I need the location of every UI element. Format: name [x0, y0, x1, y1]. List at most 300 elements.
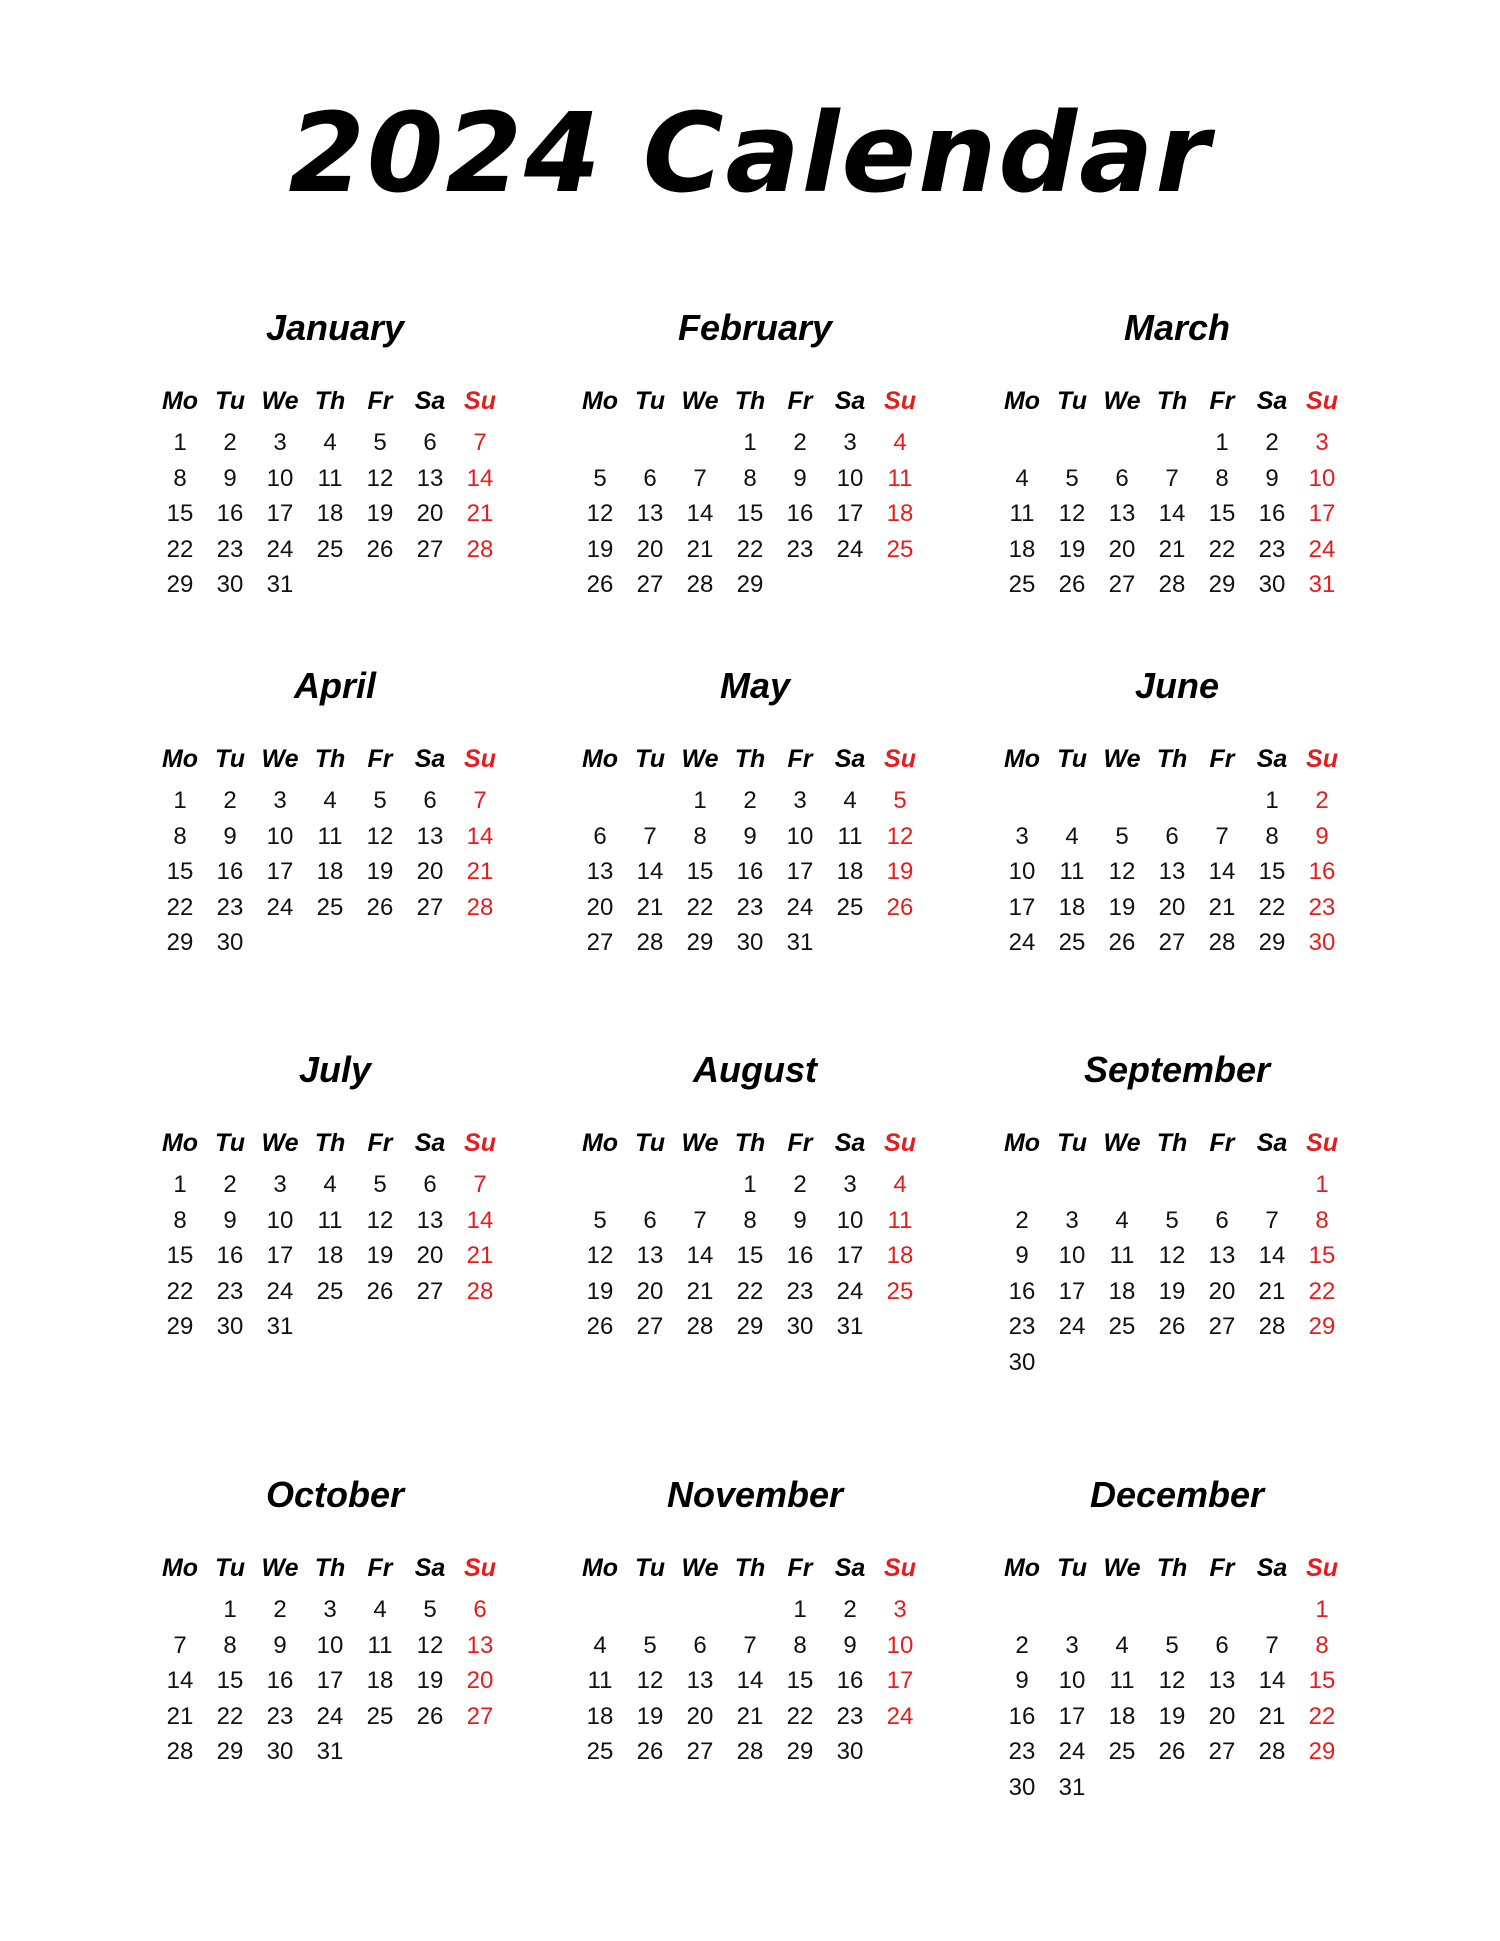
day-cell: 5: [373, 429, 387, 456]
weekday-sa: Sa: [1256, 387, 1288, 415]
weekday-sa: Sa: [414, 387, 446, 415]
day-cell: 24: [1308, 535, 1336, 563]
day-cell: 27: [1208, 1313, 1236, 1340]
day-cell: 27: [466, 1702, 494, 1730]
day-cell: 7: [473, 429, 487, 456]
day-cell: 6: [593, 822, 607, 850]
weekday-th: Th: [1156, 745, 1188, 773]
day-cell: 28: [1258, 1313, 1286, 1340]
day-cell: 27: [416, 1277, 444, 1305]
weekday-mo: Mo: [161, 1129, 199, 1157]
day-cell: 4: [1065, 822, 1079, 850]
day-cell: 28: [736, 1738, 764, 1765]
day-cell: 23: [1008, 1313, 1036, 1340]
day-cell: 27: [586, 929, 614, 956]
weekday-mo: Mo: [581, 1129, 619, 1157]
day-cell: 31: [316, 1738, 344, 1765]
day-cell: 16: [1008, 1702, 1036, 1730]
day-cell: 13: [416, 464, 444, 492]
weekday-th: Th: [314, 745, 346, 773]
day-cell: 25: [316, 1277, 344, 1305]
day-cell: 6: [1115, 464, 1129, 492]
day-cell: 19: [366, 858, 394, 885]
weekday-fr: Fr: [367, 1554, 393, 1582]
day-cell: 10: [1058, 1242, 1086, 1269]
day-cell: 23: [836, 1702, 864, 1730]
day-cell: 1: [1215, 429, 1229, 456]
weekday-fr: Fr: [367, 1129, 393, 1157]
day-cell: 3: [1065, 1206, 1079, 1234]
day-cell: 9: [1265, 464, 1279, 492]
weekday-fr: Fr: [787, 745, 813, 773]
weekday-header-row: [997, 1553, 1347, 1583]
day-cell: 8: [1265, 822, 1279, 850]
day-cell: 5: [373, 1171, 387, 1198]
day-cell: 8: [693, 822, 707, 850]
weekday-we: We: [681, 1554, 719, 1582]
day-cell: 23: [216, 893, 244, 921]
day-cell: 28: [466, 535, 494, 563]
day-cell: 9: [1315, 822, 1329, 850]
day-cell: 10: [266, 464, 294, 492]
day-cell: 21: [1258, 1702, 1286, 1730]
day-cell: 3: [323, 1596, 337, 1623]
day-cell: 11: [1109, 1242, 1135, 1269]
day-cell: 22: [166, 535, 194, 563]
day-cell: 23: [736, 893, 764, 921]
month-name: April: [293, 665, 376, 706]
month-name: February: [677, 307, 833, 348]
weekday-header-row: [997, 386, 1347, 416]
day-cell: 17: [1058, 1702, 1086, 1730]
day-cell: 5: [643, 1631, 657, 1659]
day-cell: 1: [693, 787, 707, 814]
weekday-we: We: [261, 1554, 299, 1582]
day-cell: 20: [416, 1242, 444, 1269]
day-cell: 11: [367, 1631, 393, 1659]
day-cell: 20: [416, 500, 444, 527]
day-cell: 4: [893, 1171, 907, 1198]
weekday-su: Su: [464, 1554, 496, 1582]
weekday-tu: Tu: [634, 387, 666, 415]
weekday-mo: Mo: [1003, 387, 1041, 415]
day-cell: 18: [1008, 535, 1036, 563]
day-cell: 24: [266, 1277, 294, 1305]
weekday-su: Su: [884, 1129, 916, 1157]
day-cell: 15: [166, 500, 194, 527]
weekday-mo: Mo: [161, 1554, 199, 1582]
day-cell: 16: [1258, 500, 1286, 527]
month-name: August: [693, 1049, 817, 1090]
day-cell: 9: [223, 1206, 237, 1234]
day-cell: 28: [1158, 571, 1186, 598]
day-cell: 16: [1008, 1277, 1036, 1305]
day-cell: 13: [1208, 1242, 1236, 1269]
day-cell: 15: [166, 858, 194, 885]
day-cell: 29: [736, 1313, 764, 1340]
weekday-th: Th: [734, 1554, 766, 1582]
day-cell: 13: [586, 858, 614, 885]
day-cell: 10: [1308, 464, 1336, 492]
day-cell: 31: [1058, 1773, 1086, 1801]
weekday-su: Su: [884, 745, 916, 773]
day-cell: 31: [1308, 571, 1336, 598]
day-cell: 20: [1208, 1277, 1236, 1305]
day-cell: 17: [316, 1667, 344, 1694]
day-cell: 14: [1258, 1667, 1286, 1694]
day-cell: 21: [1208, 893, 1236, 921]
day-cell: 10: [786, 822, 814, 850]
weekday-we: We: [261, 387, 299, 415]
day-cell: 25: [316, 893, 344, 921]
weekday-header-row: [997, 744, 1347, 774]
day-cell: 30: [836, 1738, 864, 1765]
day-cell: 13: [636, 1242, 664, 1269]
weekday-sa: Sa: [414, 1129, 446, 1157]
day-cell: 13: [1208, 1667, 1236, 1694]
day-cell: 6: [473, 1596, 487, 1623]
weekday-we: We: [1103, 387, 1141, 415]
weekday-mo: Mo: [1003, 1554, 1041, 1582]
day-cell: 5: [423, 1596, 437, 1623]
day-cell: 15: [1208, 500, 1236, 527]
day-cell: 23: [216, 535, 244, 563]
day-cell: 19: [886, 858, 914, 885]
day-cell: 20: [466, 1667, 494, 1694]
day-cell: 18: [316, 1242, 344, 1269]
weekday-th: Th: [734, 387, 766, 415]
day-cell: 26: [366, 535, 394, 563]
weekday-fr: Fr: [367, 387, 393, 415]
day-cell: 10: [266, 1206, 294, 1234]
weekday-fr: Fr: [787, 1554, 813, 1582]
day-cell: 7: [693, 1206, 707, 1234]
day-cell: 17: [886, 1667, 914, 1694]
day-cell: 16: [736, 858, 764, 885]
weekday-su: Su: [1306, 1554, 1338, 1582]
day-cell: 7: [173, 1631, 187, 1659]
day-cell: 20: [636, 1277, 664, 1305]
day-cell: 17: [786, 858, 814, 885]
day-cell: 10: [1008, 858, 1036, 885]
weekday-we: We: [681, 745, 719, 773]
day-cell: 9: [223, 464, 237, 492]
day-cell: 4: [893, 429, 907, 456]
day-cell: 18: [1108, 1702, 1136, 1730]
day-cell: 1: [173, 787, 187, 814]
day-cell: 21: [466, 500, 494, 527]
day-cell: 5: [1115, 822, 1129, 850]
day-cell: 11: [887, 464, 913, 492]
day-cell: 5: [373, 787, 387, 814]
weekday-sa: Sa: [414, 745, 446, 773]
day-cell: 15: [686, 858, 714, 885]
day-cell: 3: [843, 1171, 857, 1198]
day-cell: 14: [636, 858, 664, 885]
day-cell: 19: [1108, 893, 1136, 921]
day-cell: 21: [636, 893, 664, 921]
day-cell: 14: [466, 1206, 494, 1234]
day-cell: 1: [1315, 1171, 1329, 1198]
day-cell: 29: [786, 1738, 814, 1765]
day-cell: 8: [1315, 1631, 1329, 1659]
weekday-header-row: [997, 1128, 1347, 1158]
day-cell: 13: [1108, 500, 1136, 527]
day-cell: 2: [223, 787, 237, 814]
day-cell: 19: [366, 500, 394, 527]
day-cell: 8: [743, 1206, 757, 1234]
day-cell: 14: [686, 1242, 714, 1269]
weekday-we: We: [261, 1129, 299, 1157]
day-cell: 13: [686, 1667, 714, 1694]
day-cell: 9: [273, 1631, 287, 1659]
day-cell: 3: [1015, 822, 1029, 850]
day-cell: 12: [1158, 1667, 1186, 1694]
day-cell: 9: [743, 822, 757, 850]
day-cell: 22: [786, 1702, 814, 1730]
day-cell: 12: [886, 822, 914, 850]
day-cell: 21: [686, 1277, 714, 1305]
day-cell: 5: [593, 1206, 607, 1234]
page-title: 2024 Calendar: [288, 89, 1212, 217]
day-cell: 17: [1308, 500, 1336, 527]
day-cell: 19: [586, 1277, 614, 1305]
day-cell: 12: [636, 1667, 664, 1694]
day-cell: 15: [1258, 858, 1286, 885]
day-cell: 8: [743, 464, 757, 492]
day-cell: 10: [836, 464, 864, 492]
day-cell: 2: [1265, 429, 1279, 456]
day-cell: 1: [743, 429, 757, 456]
day-cell: 18: [316, 858, 344, 885]
day-cell: 6: [423, 429, 437, 456]
weekday-th: Th: [1156, 387, 1188, 415]
day-cell: 30: [786, 1313, 814, 1340]
day-cell: 6: [643, 464, 657, 492]
day-cell: 13: [416, 822, 444, 850]
day-cell: 11: [1059, 858, 1085, 885]
weekday-sa: Sa: [834, 1129, 866, 1157]
weekday-header-row: [575, 1553, 925, 1583]
day-cell: 27: [636, 1313, 664, 1340]
day-cell: 29: [736, 571, 764, 598]
day-cell: 3: [273, 429, 287, 456]
day-cell: 24: [886, 1702, 914, 1730]
day-cell: 26: [586, 1313, 614, 1340]
day-cell: 25: [886, 1277, 914, 1305]
day-cell: 19: [416, 1667, 444, 1694]
day-cell: 16: [1308, 858, 1336, 885]
day-cell: 26: [636, 1738, 664, 1765]
day-cell: 30: [736, 929, 764, 956]
day-cell: 19: [1158, 1277, 1186, 1305]
day-cell: 31: [836, 1313, 864, 1340]
weekday-tu: Tu: [634, 1554, 666, 1582]
day-cell: 23: [1258, 535, 1286, 563]
day-cell: 10: [886, 1631, 914, 1659]
day-cell: 28: [466, 1277, 494, 1305]
day-cell: 30: [216, 571, 244, 598]
day-cell: 5: [1065, 464, 1079, 492]
weekday-su: Su: [1306, 1129, 1338, 1157]
day-cell: 13: [636, 500, 664, 527]
day-cell: 13: [1158, 858, 1186, 885]
weekday-th: Th: [314, 1129, 346, 1157]
day-cell: 25: [366, 1702, 394, 1730]
day-cell: 27: [1208, 1738, 1236, 1765]
day-cell: 1: [173, 429, 187, 456]
day-cell: 2: [843, 1596, 857, 1623]
day-cell: 19: [1158, 1702, 1186, 1730]
weekday-mo: Mo: [581, 387, 619, 415]
day-cell: 22: [1308, 1277, 1336, 1305]
day-cell: 1: [223, 1596, 237, 1623]
day-cell: 12: [1108, 858, 1136, 885]
weekday-header-row: [155, 386, 505, 416]
day-cell: 29: [166, 571, 194, 598]
weekday-su: Su: [884, 1554, 916, 1582]
weekday-we: We: [261, 745, 299, 773]
weekday-mo: Mo: [161, 745, 199, 773]
day-cell: 16: [836, 1667, 864, 1694]
weekday-th: Th: [734, 1129, 766, 1157]
day-cell: 20: [636, 535, 664, 563]
weekday-header-row: [155, 1128, 505, 1158]
month-name: December: [1089, 1474, 1265, 1515]
month-name: November: [666, 1474, 844, 1515]
day-cell: 18: [1108, 1277, 1136, 1305]
day-cell: 24: [836, 535, 864, 563]
day-cell: 25: [586, 1738, 614, 1765]
weekday-sa: Sa: [1256, 1129, 1288, 1157]
day-cell: 17: [266, 858, 294, 885]
day-cell: 6: [423, 787, 437, 814]
day-cell: 28: [1258, 1738, 1286, 1765]
day-cell: 1: [1315, 1596, 1329, 1623]
weekday-we: We: [1103, 745, 1141, 773]
day-cell: 7: [643, 822, 657, 850]
day-cell: 25: [886, 535, 914, 563]
day-cell: 4: [593, 1631, 607, 1659]
weekday-th: Th: [1156, 1129, 1188, 1157]
day-cell: 3: [843, 429, 857, 456]
day-cell: 31: [266, 1313, 294, 1340]
day-cell: 26: [366, 893, 394, 921]
day-cell: 17: [266, 500, 294, 527]
day-cell: 29: [1308, 1738, 1336, 1765]
month-name: March: [1123, 307, 1231, 348]
day-cell: 13: [466, 1631, 494, 1659]
day-cell: 10: [836, 1206, 864, 1234]
day-cell: 29: [1308, 1313, 1336, 1340]
day-cell: 23: [1008, 1738, 1036, 1765]
day-cell: 30: [1008, 1773, 1036, 1801]
day-cell: 14: [686, 500, 714, 527]
weekday-tu: Tu: [1056, 1554, 1088, 1582]
day-cell: 10: [316, 1631, 344, 1659]
day-cell: 20: [1158, 893, 1186, 921]
day-cell: 8: [1215, 464, 1229, 492]
day-cell: 26: [1158, 1313, 1186, 1340]
day-cell: 25: [1108, 1313, 1136, 1340]
day-cell: 7: [473, 787, 487, 814]
day-cell: 18: [1058, 893, 1086, 921]
day-cell: 11: [317, 822, 343, 850]
day-cell: 25: [836, 893, 864, 921]
day-cell: 23: [216, 1277, 244, 1305]
day-cell: 14: [166, 1667, 194, 1694]
day-cell: 12: [416, 1631, 444, 1659]
day-cell: 4: [323, 429, 337, 456]
weekday-we: We: [681, 1129, 719, 1157]
day-cell: 12: [366, 464, 394, 492]
day-cell: 27: [416, 535, 444, 563]
day-cell: 2: [1015, 1631, 1029, 1659]
day-cell: 28: [166, 1738, 194, 1765]
day-cell: 8: [793, 1631, 807, 1659]
day-cell: 22: [1308, 1702, 1336, 1730]
day-cell: 18: [316, 500, 344, 527]
day-cell: 31: [786, 929, 814, 956]
day-cell: 25: [316, 535, 344, 563]
day-cell: 27: [1158, 929, 1186, 956]
weekday-fr: Fr: [787, 387, 813, 415]
day-cell: 28: [636, 929, 664, 956]
day-cell: 14: [736, 1667, 764, 1694]
day-cell: 22: [166, 1277, 194, 1305]
day-cell: 19: [586, 535, 614, 563]
day-cell: 6: [1165, 822, 1179, 850]
day-cell: 6: [423, 1171, 437, 1198]
day-cell: 27: [416, 893, 444, 921]
day-cell: 21: [1258, 1277, 1286, 1305]
day-cell: 24: [266, 535, 294, 563]
day-cell: 4: [843, 787, 857, 814]
day-cell: 4: [323, 787, 337, 814]
day-cell: 16: [216, 500, 244, 527]
weekday-th: Th: [314, 387, 346, 415]
weekday-tu: Tu: [1056, 1129, 1088, 1157]
weekday-th: Th: [1156, 1554, 1188, 1582]
day-cell: 14: [1258, 1242, 1286, 1269]
day-cell: 16: [216, 858, 244, 885]
day-cell: 25: [1108, 1738, 1136, 1765]
day-cell: 5: [1165, 1206, 1179, 1234]
day-cell: 9: [1015, 1242, 1029, 1269]
day-cell: 5: [593, 464, 607, 492]
day-cell: 23: [786, 1277, 814, 1305]
day-cell: 2: [223, 1171, 237, 1198]
weekday-tu: Tu: [634, 745, 666, 773]
day-cell: 6: [693, 1631, 707, 1659]
day-cell: 7: [1265, 1206, 1279, 1234]
day-cell: 10: [1058, 1667, 1086, 1694]
day-cell: 29: [216, 1738, 244, 1765]
day-cell: 23: [1308, 893, 1336, 921]
day-cell: 25: [1008, 571, 1036, 598]
day-cell: 3: [1315, 429, 1329, 456]
day-cell: 9: [793, 464, 807, 492]
day-cell: 2: [743, 787, 757, 814]
day-cell: 28: [466, 893, 494, 921]
day-cell: 21: [166, 1702, 194, 1730]
day-cell: 16: [786, 1242, 814, 1269]
day-cell: 12: [366, 1206, 394, 1234]
weekday-header-row: [155, 744, 505, 774]
day-cell: 6: [643, 1206, 657, 1234]
weekday-fr: Fr: [1209, 1129, 1235, 1157]
day-cell: 11: [1109, 1667, 1135, 1694]
